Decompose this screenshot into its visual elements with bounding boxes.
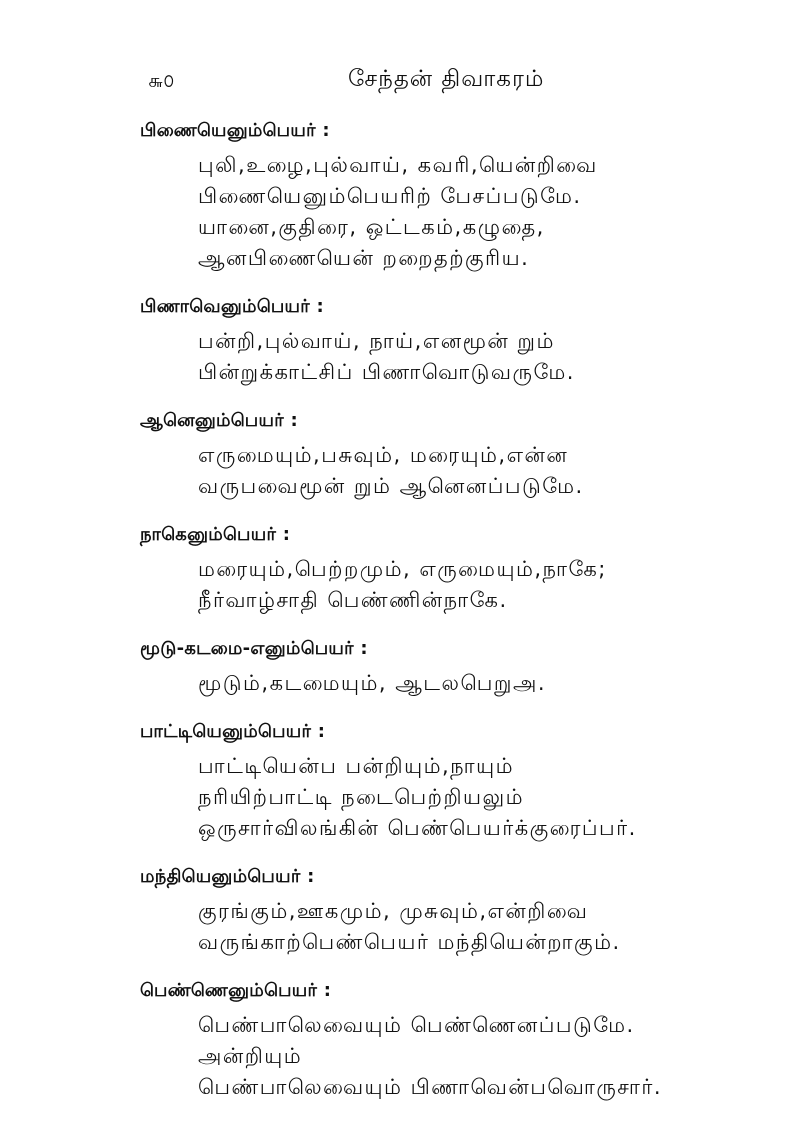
verse-line: மூடும்,கடமையும், ஆடலபெறுஅ. xyxy=(198,671,546,695)
verse-line: புலி,உழை,புல்வாய், கவரி,யென்றிவை xyxy=(198,153,598,177)
section-heading: மூடு-கடமை-எனும்பெயர் : xyxy=(140,638,368,659)
section-pinai xyxy=(140,118,760,274)
verse xyxy=(140,1010,760,1103)
verse-line: பாட்டியென்ப பன்றியும்,நாயும் xyxy=(198,754,515,778)
verse xyxy=(140,751,760,844)
verse-line: ஆனபிணையென் றறைதற்குரிய. xyxy=(198,246,530,270)
verse xyxy=(140,896,760,958)
section-heading: ஆனெனும்பெயர் : xyxy=(140,410,299,431)
verse xyxy=(140,668,760,699)
verse-line: பன்றி,புல்வாய், நாய்,எனமூன் றும் xyxy=(198,329,555,353)
verse-line: யானை,குதிரை, ஒட்டகம்,கழுதை, xyxy=(198,215,545,239)
verse-line: ஒருசார்விலங்கின் பெண்பெயர்க்குரைப்பர். xyxy=(198,816,637,840)
verse-line: நீர்வாழ்சாதி பெண்ணின்நாகே. xyxy=(198,588,508,612)
verse-line: வருபவைமூன் றும் ஆனெனப்படுமே. xyxy=(198,474,584,498)
section-aan xyxy=(140,408,760,502)
verse-line: பெண்பாலெவையும் பிணாவென்பவொருசார். xyxy=(198,1075,663,1099)
verse-line: வருங்காற்பெண்பெயர் மந்தியென்றாகும். xyxy=(198,930,621,954)
section-paatti xyxy=(140,719,760,844)
section-naaku xyxy=(140,522,760,616)
section-heading: நாகெனும்பெயர் : xyxy=(140,524,291,545)
section-manthi xyxy=(140,864,760,958)
section-heading: மந்தியெனும்பெயர் : xyxy=(140,866,315,887)
verse xyxy=(140,326,760,388)
page-number: ௬௦ xyxy=(148,70,175,92)
verse xyxy=(140,440,760,502)
verse xyxy=(140,150,760,274)
section-heading: பெண்ணெனும்பெயர் : xyxy=(140,980,332,1001)
section-heading: பிணையெனும்பெயர் : xyxy=(140,120,330,141)
verse-line: பிணையெனும்பெயரிற் பேசப்படுமே. xyxy=(198,184,582,208)
page-header xyxy=(0,66,800,102)
page-body xyxy=(140,118,760,1123)
verse-line: பெண்பாலெவையும் பெண்ணெனப்படுமே. xyxy=(198,1013,635,1037)
section-pinaa xyxy=(140,294,760,388)
verse-line: பின்றுக்காட்சிப் பிணாவொடுவருமே. xyxy=(198,360,575,384)
section-heading: பிணாவெனும்பெயர் : xyxy=(140,296,325,317)
verse-line: நரியிற்பாட்டி நடைபெற்றியலும் xyxy=(198,785,525,809)
verse-line: எருமையும்,பசுவும், மரையும்,என்ன xyxy=(198,443,569,467)
verse-line: மரையும்,பெற்றமும், எருமையும்,நாகே; xyxy=(198,557,607,581)
verse-line: அன்றியும் xyxy=(198,1044,303,1068)
section-moodu-kadamai xyxy=(140,636,760,699)
section-heading: பாட்டியெனும்பெயர் : xyxy=(140,721,326,742)
verse xyxy=(140,554,760,616)
verse-line: குரங்கும்,ஊகமும், முசுவும்,என்றிவை xyxy=(198,899,589,923)
section-pen xyxy=(140,978,760,1103)
running-title: சேந்தன் திவாகரம் xyxy=(348,66,545,92)
